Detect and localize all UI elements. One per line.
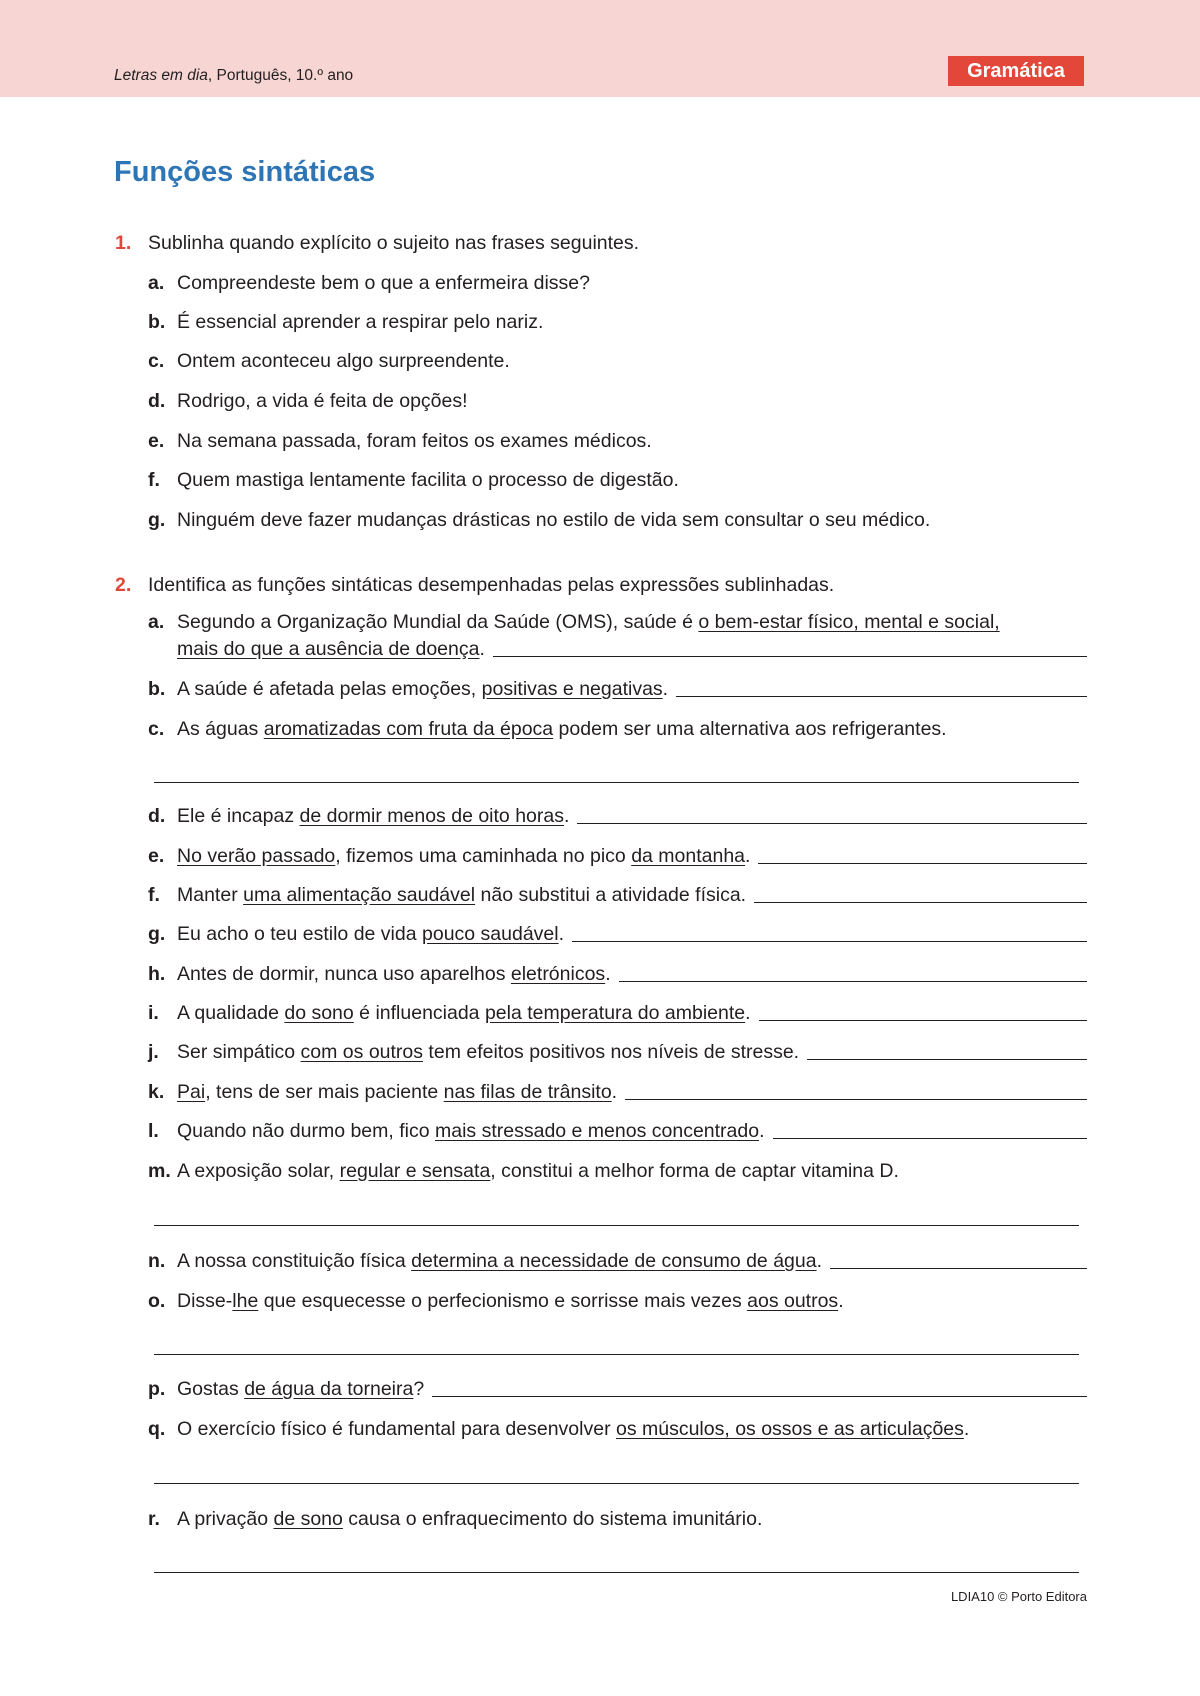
exercise-item bbox=[148, 884, 1087, 907]
item-sentence bbox=[177, 805, 569, 828]
sentence-text: , fizemos uma caminhada no pico bbox=[335, 845, 632, 867]
sentence-text: tem efeitos positivos nos níveis de stresse. bbox=[423, 1041, 800, 1063]
item-letter: p. bbox=[148, 1378, 166, 1400]
exercise-item bbox=[148, 1160, 1087, 1183]
item-sentence[interactable]: Compreendeste bem o que a enfermeira disse? bbox=[177, 272, 590, 294]
underlined-expression: uma alimentação saudável bbox=[243, 884, 476, 906]
underlined-expression: com os outros bbox=[300, 1041, 424, 1063]
book-reference bbox=[114, 67, 353, 85]
sentence-text: A privação bbox=[177, 1508, 274, 1530]
item-letter: g. bbox=[148, 923, 166, 945]
item-sentence bbox=[177, 718, 947, 741]
item-letter: m. bbox=[148, 1160, 171, 1182]
sentence-text: . bbox=[745, 845, 751, 867]
book-details: , Português, 10.º ano bbox=[207, 67, 354, 84]
item-letter: b. bbox=[148, 678, 166, 700]
exercise-item[interactable] bbox=[148, 311, 1087, 334]
underlined-expression: da montanha bbox=[631, 845, 746, 867]
item-letter: k. bbox=[148, 1081, 165, 1103]
item-letter: g. bbox=[148, 509, 166, 531]
exercise-item bbox=[148, 845, 1087, 868]
question-2-prompt bbox=[115, 574, 834, 597]
item-letter: r. bbox=[148, 1508, 160, 1530]
item-sentence bbox=[177, 1250, 822, 1273]
exercise-item bbox=[148, 718, 1087, 741]
exercise-item bbox=[148, 805, 1087, 828]
underlined-expression: mais do que a ausência de doença bbox=[177, 638, 480, 660]
answer-line[interactable] bbox=[676, 695, 1087, 697]
item-sentence bbox=[177, 678, 668, 701]
underlined-expression: do sono bbox=[284, 1002, 354, 1024]
answer-line[interactable] bbox=[625, 1098, 1087, 1100]
exercise-item-continuation bbox=[177, 638, 1087, 661]
item-letter: a. bbox=[148, 272, 165, 294]
underlined-expression: nas filas de trânsito bbox=[443, 1081, 612, 1103]
sentence-text: é influenciada bbox=[353, 1002, 485, 1024]
underlined-expression: pouco saudável bbox=[422, 923, 559, 945]
item-sentence bbox=[177, 884, 746, 907]
sentence-text: Gostas bbox=[177, 1378, 245, 1400]
underlined-expression: de sono bbox=[273, 1508, 343, 1530]
answer-line[interactable] bbox=[577, 822, 1087, 824]
answer-line[interactable] bbox=[830, 1267, 1087, 1269]
underlined-expression: de dormir menos de oito horas bbox=[299, 805, 564, 827]
answer-line[interactable] bbox=[154, 1572, 1079, 1573]
sentence-text: . bbox=[605, 963, 611, 985]
item-sentence bbox=[177, 1378, 424, 1401]
item-letter: l. bbox=[148, 1120, 159, 1142]
answer-line[interactable] bbox=[154, 1483, 1079, 1484]
sentence-text: . bbox=[558, 923, 565, 945]
item-sentence bbox=[177, 1290, 844, 1313]
sentence-text: podem ser uma alternativa aos refrigerantes. bbox=[553, 718, 947, 740]
item-sentence[interactable]: É essencial aprender a respirar pelo nariz. bbox=[177, 311, 544, 333]
item-letter: a. bbox=[148, 611, 165, 633]
item-sentence bbox=[177, 1120, 765, 1143]
sentence-text: . bbox=[759, 1120, 765, 1142]
item-sentence bbox=[177, 1002, 751, 1025]
item-letter: f. bbox=[148, 884, 160, 906]
answer-line[interactable] bbox=[758, 862, 1087, 864]
footer-copyright: LDIA10 © Porto Editora bbox=[950, 1589, 1087, 1604]
page-title: Funções sintáticas bbox=[114, 156, 376, 188]
sentence-text: ? bbox=[413, 1378, 425, 1400]
answer-line[interactable] bbox=[759, 1019, 1087, 1021]
underlined-expression: lhe bbox=[232, 1290, 259, 1312]
exercise-item bbox=[148, 1041, 1087, 1064]
question-number: 2. bbox=[115, 574, 132, 596]
underlined-expression: determina a necessidade de consumo de água bbox=[411, 1250, 817, 1272]
item-letter: e. bbox=[148, 845, 165, 867]
item-sentence[interactable]: Ontem aconteceu algo surpreendente. bbox=[177, 350, 510, 372]
underlined-expression: aromatizadas com fruta da época bbox=[263, 718, 554, 740]
exercise-item bbox=[148, 1120, 1087, 1143]
exercise-item bbox=[148, 1418, 1087, 1441]
item-letter: q. bbox=[148, 1418, 166, 1440]
exercise-item bbox=[148, 923, 1087, 946]
exercise-item[interactable] bbox=[148, 509, 1087, 532]
item-sentence bbox=[177, 1418, 969, 1441]
underlined-expression: No verão passado bbox=[177, 845, 336, 867]
sentence-text: . bbox=[745, 1002, 751, 1024]
question-text: Sublinha quando explícito o sujeito nas frases seguintes. bbox=[148, 232, 640, 254]
sentence-text: . bbox=[662, 678, 669, 700]
sentence-text: . bbox=[563, 805, 570, 827]
answer-line[interactable] bbox=[572, 940, 1087, 942]
book-title: Letras em dia bbox=[114, 67, 208, 84]
answer-line[interactable] bbox=[807, 1058, 1087, 1060]
sentence-text: O exercício físico é fundamental para desenvolver bbox=[177, 1418, 616, 1440]
item-letter: f. bbox=[148, 469, 160, 491]
underlined-expression: positivas e negativas bbox=[481, 678, 663, 700]
underlined-expression: eletrónicos bbox=[510, 963, 606, 985]
sentence-text: Eu acho o teu estilo de vida bbox=[177, 923, 422, 945]
item-letter: n. bbox=[148, 1250, 166, 1272]
answer-line[interactable] bbox=[754, 901, 1087, 903]
underlined-expression: regular e sensata bbox=[339, 1160, 491, 1182]
sentence-text: , tens de ser mais paciente bbox=[205, 1081, 444, 1103]
sentence-text: Ele é incapaz bbox=[177, 805, 300, 827]
sentence-text: . bbox=[963, 1418, 970, 1440]
sentence-text: Antes de dormir, nunca uso aparelhos bbox=[177, 963, 511, 985]
sentence-text: Manter bbox=[177, 884, 244, 906]
underlined-expression: os músculos, os ossos e as articulações bbox=[615, 1418, 964, 1440]
question-number: 1. bbox=[115, 232, 132, 254]
item-letter: j. bbox=[148, 1041, 159, 1063]
answer-line[interactable] bbox=[432, 1395, 1087, 1397]
answer-line[interactable] bbox=[773, 1137, 1087, 1139]
item-sentence[interactable]: Ninguém deve fazer mudanças drásticas no estilo de vida sem consultar o seu médico. bbox=[177, 509, 931, 531]
sentence-text: Disse- bbox=[177, 1290, 233, 1312]
sentence-text: , constitui a melhor forma de captar vitamina D. bbox=[490, 1160, 899, 1182]
sentence-text: Segundo a Organização Mundial da Saúde (OMS), saúde é bbox=[177, 611, 699, 633]
sentence-text: A nossa constituição física bbox=[177, 1250, 412, 1272]
item-letter: d. bbox=[148, 805, 166, 827]
underlined-expression: mais stressado e menos concentrado bbox=[435, 1120, 760, 1142]
sentence-text: Quando não durmo bem, fico bbox=[177, 1120, 435, 1142]
item-letter: o. bbox=[148, 1290, 166, 1312]
exercise-item bbox=[148, 963, 1087, 986]
sentence-text: A exposição solar, bbox=[177, 1160, 340, 1182]
sentence-text: . bbox=[479, 638, 485, 660]
item-sentence bbox=[177, 963, 611, 986]
underlined-expression: de água da torneira bbox=[244, 1378, 414, 1400]
sentence-text: . bbox=[611, 1081, 618, 1103]
item-letter: c. bbox=[148, 350, 165, 372]
sentence-text: As águas bbox=[177, 718, 264, 740]
item-letter: c. bbox=[148, 718, 165, 740]
item-letter: h. bbox=[148, 963, 166, 985]
exercise-item[interactable] bbox=[148, 469, 1087, 492]
item-sentence bbox=[177, 1081, 617, 1104]
underlined-expression: o bem-estar físico, mental e social, bbox=[698, 611, 1000, 633]
sentence-text: . bbox=[838, 1290, 844, 1312]
exercise-item bbox=[148, 611, 1087, 634]
sentence-text: que esquecesse o perfecionismo e sorrisse mais vezes bbox=[258, 1290, 748, 1312]
underlined-expression: Pai bbox=[177, 1081, 206, 1103]
item-sentence bbox=[177, 845, 750, 868]
item-sentence bbox=[177, 611, 1000, 634]
question-1-prompt bbox=[115, 232, 639, 255]
item-sentence bbox=[177, 638, 485, 661]
answer-line[interactable] bbox=[154, 782, 1079, 783]
item-sentence[interactable]: Na semana passada, foram feitos os exames médicos. bbox=[177, 430, 652, 452]
item-letter: e. bbox=[148, 430, 165, 452]
item-letter: b. bbox=[148, 311, 166, 333]
exercise-item bbox=[148, 1290, 1087, 1313]
item-sentence bbox=[177, 923, 564, 946]
sentence-text: . bbox=[816, 1250, 822, 1272]
sentence-text: Ser simpático bbox=[177, 1041, 301, 1063]
item-sentence bbox=[177, 1508, 762, 1531]
exercise-item[interactable] bbox=[148, 272, 1087, 295]
answer-line[interactable] bbox=[154, 1225, 1079, 1226]
answer-line[interactable] bbox=[619, 980, 1087, 982]
item-letter: d. bbox=[148, 390, 166, 412]
exercise-item[interactable] bbox=[148, 390, 1087, 413]
exercise-item bbox=[148, 678, 1087, 701]
exercise-item[interactable] bbox=[148, 350, 1087, 373]
answer-line[interactable] bbox=[493, 655, 1087, 657]
item-letter: i. bbox=[148, 1002, 159, 1024]
underlined-expression: aos outros bbox=[747, 1290, 839, 1312]
underlined-expression: pela temperatura do ambiente bbox=[484, 1002, 746, 1024]
item-sentence[interactable]: Quem mastiga lentamente facilita o processo de digestão. bbox=[177, 469, 679, 491]
exercise-item bbox=[148, 1081, 1087, 1104]
item-sentence[interactable]: Rodrigo, a vida é feita de opções! bbox=[177, 390, 468, 412]
question-text: Identifica as funções sintáticas desempenhadas pelas expressões sublinhadas. bbox=[148, 574, 835, 596]
exercise-item bbox=[148, 1002, 1087, 1025]
item-sentence bbox=[177, 1160, 899, 1183]
answer-line[interactable] bbox=[154, 1354, 1079, 1355]
sentence-text: não substitui a atividade física. bbox=[475, 884, 747, 906]
exercise-item[interactable] bbox=[148, 430, 1087, 453]
sentence-text: A qualidade bbox=[177, 1002, 285, 1024]
sentence-text: A saúde é afetada pelas emoções, bbox=[177, 678, 482, 700]
exercise-item bbox=[148, 1508, 1087, 1531]
section-badge: Gramática bbox=[948, 56, 1084, 86]
exercise-item bbox=[148, 1378, 1087, 1401]
item-sentence bbox=[177, 1041, 799, 1064]
sentence-text: causa o enfraquecimento do sistema imunitário. bbox=[342, 1508, 763, 1530]
exercise-item bbox=[148, 1250, 1087, 1273]
